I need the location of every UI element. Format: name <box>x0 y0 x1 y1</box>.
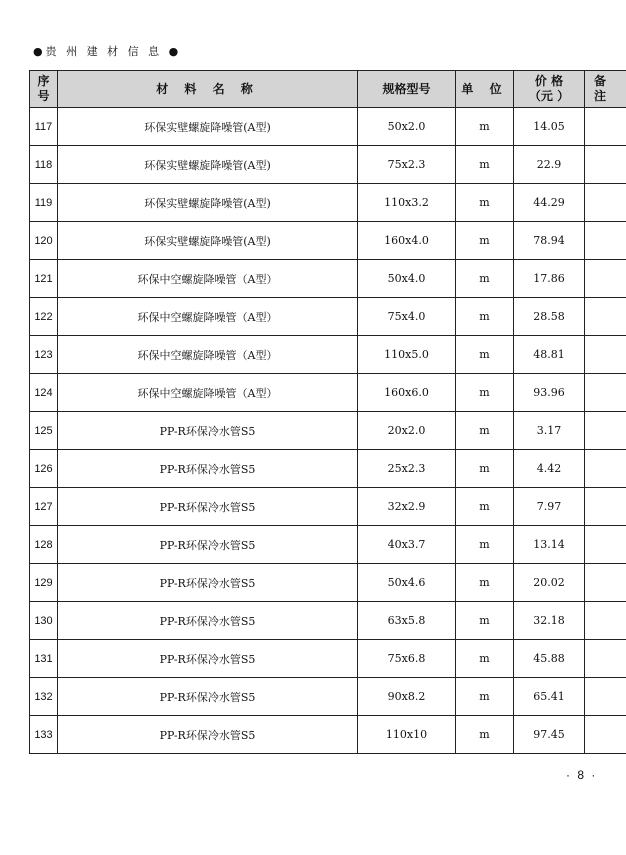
material-name-cell: PP-R环保冷水管S5 <box>58 450 358 488</box>
seq-cell: 122 <box>30 298 58 336</box>
spec-cell: 110x3.2 <box>358 184 456 222</box>
seq-cell: 133 <box>30 716 58 754</box>
material-name-cell: PP-R环保冷水管S5 <box>58 412 358 450</box>
table-row <box>30 336 626 374</box>
material-name-cell: PP-R环保冷水管S5 <box>58 716 358 754</box>
table-row <box>30 184 626 222</box>
note-cell <box>585 488 626 526</box>
price-cell: 28.58 <box>514 298 585 336</box>
note-cell <box>585 640 626 678</box>
seq-column-header: 序 号 <box>30 71 58 108</box>
unit-cell: m <box>456 526 514 564</box>
table-row <box>30 716 626 754</box>
note-cell <box>585 716 626 754</box>
material-name-cell: 环保实壁螺旋降噪管(A型) <box>58 108 358 146</box>
unit-cell: m <box>456 298 514 336</box>
unit-column-header: 单 位 <box>456 71 514 108</box>
publication-header: ●贵 州 建 材 信 息 ● <box>33 45 182 58</box>
unit-cell: m <box>456 412 514 450</box>
price-cell: 78.94 <box>514 222 585 260</box>
price-cell: 14.05 <box>514 108 585 146</box>
unit-cell: m <box>456 336 514 374</box>
price-cell: 65.41 <box>514 678 585 716</box>
material-name-cell: PP-R环保冷水管S5 <box>58 640 358 678</box>
spec-cell: 160x6.0 <box>358 374 456 412</box>
page-number: · 8 · <box>566 768 598 782</box>
table-row <box>30 260 626 298</box>
seq-cell: 117 <box>30 108 58 146</box>
price-cell: 13.14 <box>514 526 585 564</box>
unit-cell: m <box>456 678 514 716</box>
price-cell: 97.45 <box>514 716 585 754</box>
note-cell <box>585 678 626 716</box>
spec-cell: 110x10 <box>358 716 456 754</box>
table-row <box>30 602 626 640</box>
table-row <box>30 640 626 678</box>
unit-cell: m <box>456 108 514 146</box>
note-column-header: 备 注 <box>585 71 626 108</box>
price-cell: 7.97 <box>514 488 585 526</box>
seq-cell: 128 <box>30 526 58 564</box>
table-body <box>30 108 626 754</box>
seq-cell: 130 <box>30 602 58 640</box>
unit-cell: m <box>456 488 514 526</box>
material-name-cell: PP-R环保冷水管S5 <box>58 602 358 640</box>
note-cell <box>585 526 626 564</box>
price-cell: 32.18 <box>514 602 585 640</box>
table-row <box>30 450 626 488</box>
note-cell <box>585 374 626 412</box>
table-row <box>30 564 626 602</box>
spec-cell: 75x6.8 <box>358 640 456 678</box>
spec-cell: 50x2.0 <box>358 108 456 146</box>
seq-cell: 123 <box>30 336 58 374</box>
price-cell: 93.96 <box>514 374 585 412</box>
spec-cell: 32x2.9 <box>358 488 456 526</box>
price-cell: 3.17 <box>514 412 585 450</box>
note-cell <box>585 146 626 184</box>
seq-cell: 118 <box>30 146 58 184</box>
price-cell: 48.81 <box>514 336 585 374</box>
material-name-cell: 环保中空螺旋降噪管（A型） <box>58 374 358 412</box>
unit-cell: m <box>456 260 514 298</box>
note-cell <box>585 298 626 336</box>
material-name-cell: 环保中空螺旋降噪管（A型） <box>58 336 358 374</box>
seq-cell: 126 <box>30 450 58 488</box>
unit-cell: m <box>456 222 514 260</box>
unit-cell: m <box>456 374 514 412</box>
seq-cell: 124 <box>30 374 58 412</box>
spec-cell: 90x8.2 <box>358 678 456 716</box>
spec-cell: 50x4.6 <box>358 564 456 602</box>
seq-cell: 129 <box>30 564 58 602</box>
material-name-cell: 环保实壁螺旋降噪管(A型) <box>58 184 358 222</box>
price-cell: 17.86 <box>514 260 585 298</box>
table-row <box>30 488 626 526</box>
material-name-cell: 环保中空螺旋降噪管（A型） <box>58 260 358 298</box>
note-cell <box>585 222 626 260</box>
seq-cell: 120 <box>30 222 58 260</box>
spec-cell: 40x3.7 <box>358 526 456 564</box>
spec-cell: 25x2.3 <box>358 450 456 488</box>
unit-cell: m <box>456 184 514 222</box>
unit-cell: m <box>456 716 514 754</box>
unit-cell: m <box>456 602 514 640</box>
seq-cell: 131 <box>30 640 58 678</box>
seq-cell: 125 <box>30 412 58 450</box>
note-cell <box>585 260 626 298</box>
note-cell <box>585 564 626 602</box>
price-cell: 22.9 <box>514 146 585 184</box>
name-column-header: 材 料 名 称 <box>58 71 358 108</box>
note-cell <box>585 108 626 146</box>
table-row <box>30 298 626 336</box>
unit-cell: m <box>456 146 514 184</box>
table-row <box>30 108 626 146</box>
table-row <box>30 412 626 450</box>
spec-cell: 75x2.3 <box>358 146 456 184</box>
spec-cell: 20x2.0 <box>358 412 456 450</box>
material-name-cell: PP-R环保冷水管S5 <box>58 488 358 526</box>
material-name-cell: 环保实壁螺旋降噪管(A型) <box>58 146 358 184</box>
note-cell <box>585 336 626 374</box>
spec-cell: 110x5.0 <box>358 336 456 374</box>
material-name-cell: PP-R环保冷水管S5 <box>58 564 358 602</box>
material-price-table <box>29 70 626 754</box>
table-header-row <box>30 71 626 108</box>
table-row <box>30 146 626 184</box>
table-row <box>30 222 626 260</box>
unit-cell: m <box>456 564 514 602</box>
seq-cell: 127 <box>30 488 58 526</box>
price-cell: 45.88 <box>514 640 585 678</box>
note-cell <box>585 602 626 640</box>
spec-cell: 160x4.0 <box>358 222 456 260</box>
price-column-header: 价 格 （元 ） <box>514 71 585 108</box>
spec-column-header: 规格型号 <box>358 71 456 108</box>
seq-cell: 119 <box>30 184 58 222</box>
table-row <box>30 678 626 716</box>
material-name-cell: 环保中空螺旋降噪管（A型） <box>58 298 358 336</box>
spec-cell: 75x4.0 <box>358 298 456 336</box>
unit-cell: m <box>456 450 514 488</box>
price-cell: 20.02 <box>514 564 585 602</box>
note-cell <box>585 184 626 222</box>
unit-cell: m <box>456 640 514 678</box>
seq-cell: 121 <box>30 260 58 298</box>
table-row <box>30 374 626 412</box>
material-name-cell: PP-R环保冷水管S5 <box>58 526 358 564</box>
spec-cell: 50x4.0 <box>358 260 456 298</box>
price-cell: 4.42 <box>514 450 585 488</box>
material-name-cell: 环保实壁螺旋降噪管(A型) <box>58 222 358 260</box>
price-cell: 44.29 <box>514 184 585 222</box>
material-name-cell: PP-R环保冷水管S5 <box>58 678 358 716</box>
note-cell <box>585 450 626 488</box>
table-row <box>30 526 626 564</box>
note-cell <box>585 412 626 450</box>
spec-cell: 63x5.8 <box>358 602 456 640</box>
seq-cell: 132 <box>30 678 58 716</box>
